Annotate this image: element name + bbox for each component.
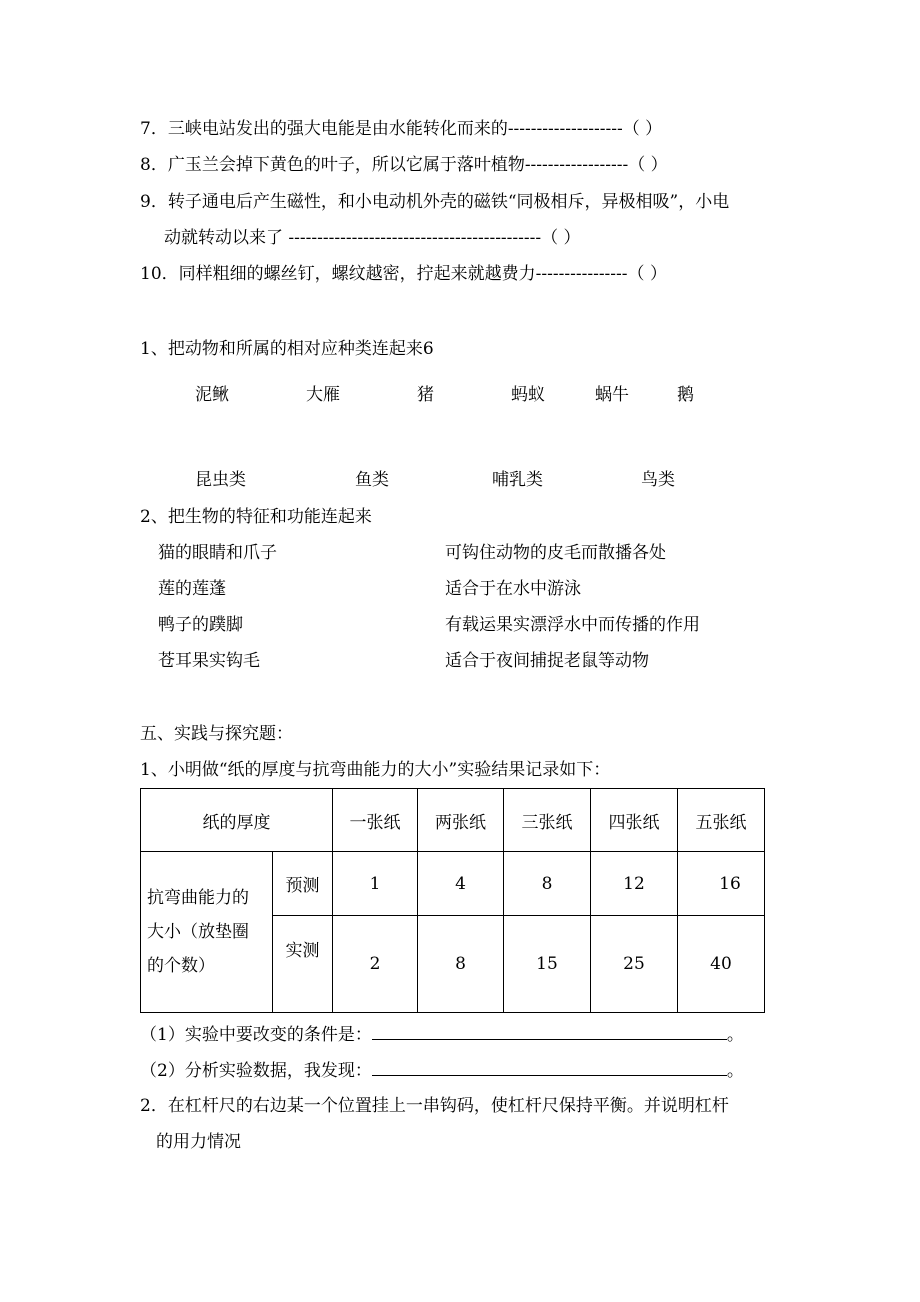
section5-title: 五、实践与探究题： — [140, 724, 293, 744]
predict-cell: 16 — [678, 852, 765, 916]
experiment-table — [140, 788, 765, 1013]
animal-item: 大雁 — [306, 385, 340, 405]
tf-item-9-cont: 动就转动以来了 --------------------------------------------（ ） — [164, 228, 581, 248]
fill2-blank[interactable] — [372, 1059, 727, 1076]
actual-label: 实测 — [273, 916, 333, 1013]
function-item: 有载运果实漂浮水中而传播的作用 — [445, 615, 700, 635]
section5-q2: 2．在杠杆尺的右边某一个位置挂上一串钩码，使杠杆尺保持平衡。并说明杠杆 — [140, 1096, 729, 1116]
row-label-line: 大小（放垫圈 — [147, 922, 249, 942]
function-item: 适合于在水中游泳 — [445, 579, 581, 599]
table-header-row — [141, 789, 765, 852]
header-cell: 一张纸 — [333, 789, 418, 852]
tf-item-9: 9．转子通电后产生磁性，和小电动机外壳的磁铁“同极相斥，异极相吸”，小电 — [140, 192, 730, 212]
match2-title: 2、把生物的特征和功能连起来 — [140, 507, 372, 527]
actual-cell: 25 — [591, 916, 678, 1013]
match1-title: 1、把动物和所属的相对应种类连起来6 — [140, 339, 434, 359]
header-cell: 三张纸 — [504, 789, 591, 852]
fill1-blank[interactable] — [372, 1023, 727, 1040]
fill2-prefix: （2）分析实验数据，我发现： — [140, 1061, 372, 1081]
tf-item-8: 8．广玉兰会掉下黄色的叶子，所以它属于落叶植物------------------（ ） — [140, 155, 668, 175]
predict-label: 预测 — [273, 852, 333, 916]
animal-item: 鹅 — [677, 385, 694, 405]
tf-item-7: 7．三峡电站发出的强大电能是由水能转化而来的--------------------（ ） — [140, 119, 663, 139]
fill-question-1 — [140, 1023, 744, 1046]
animal-item: 蜗牛 — [595, 385, 629, 405]
fill1-prefix: （1）实验中要改变的条件是： — [140, 1025, 372, 1045]
actual-cell: 8 — [418, 916, 504, 1013]
animal-item: 猪 — [417, 385, 434, 405]
header-cell: 两张纸 — [418, 789, 504, 852]
feature-item: 苍耳果实钩毛 — [158, 651, 260, 671]
section5-q1: 1、小明做“纸的厚度与抗弯曲能力的大小”实验结果记录如下： — [140, 760, 611, 780]
row-label — [141, 852, 273, 1013]
header-cell: 四张纸 — [591, 789, 678, 852]
fill2-suffix: 。 — [726, 1061, 744, 1081]
animal-item: 泥鳅 — [195, 385, 229, 405]
category-item: 哺乳类 — [492, 470, 543, 490]
category-item: 鸟类 — [641, 470, 675, 490]
category-item: 昆虫类 — [195, 470, 246, 490]
actual-cell: 15 — [504, 916, 591, 1013]
animal-item: 蚂蚁 — [511, 385, 545, 405]
category-item: 鱼类 — [355, 470, 389, 490]
header-cell: 五张纸 — [678, 789, 765, 852]
fill-question-2 — [140, 1059, 744, 1082]
header-thickness: 纸的厚度 — [141, 789, 333, 852]
row-label-line: 的个数） — [147, 956, 215, 976]
table-row-predict — [141, 852, 765, 916]
feature-item: 鸭子的蹼脚 — [158, 615, 243, 635]
actual-cell: 2 — [333, 916, 418, 1013]
predict-cell: 1 — [333, 852, 418, 916]
row-label-line: 抗弯曲能力的 — [147, 888, 249, 908]
section5-q2-cont: 的用力情况 — [156, 1132, 241, 1152]
predict-cell: 8 — [504, 852, 591, 916]
feature-item: 猫的眼睛和爪子 — [158, 543, 277, 563]
feature-item: 莲的莲蓬 — [158, 579, 226, 599]
actual-cell: 40 — [678, 916, 765, 1013]
predict-cell: 4 — [418, 852, 504, 916]
fill1-suffix: 。 — [726, 1025, 744, 1045]
function-item: 适合于夜间捕捉老鼠等动物 — [445, 651, 649, 671]
function-item: 可钩住动物的皮毛而散播各处 — [445, 543, 666, 563]
predict-cell: 12 — [591, 852, 678, 916]
tf-item-10: 10．同样粗细的螺丝钉，螺纹越密，拧起来就越费力----------------（ ） — [140, 264, 667, 284]
